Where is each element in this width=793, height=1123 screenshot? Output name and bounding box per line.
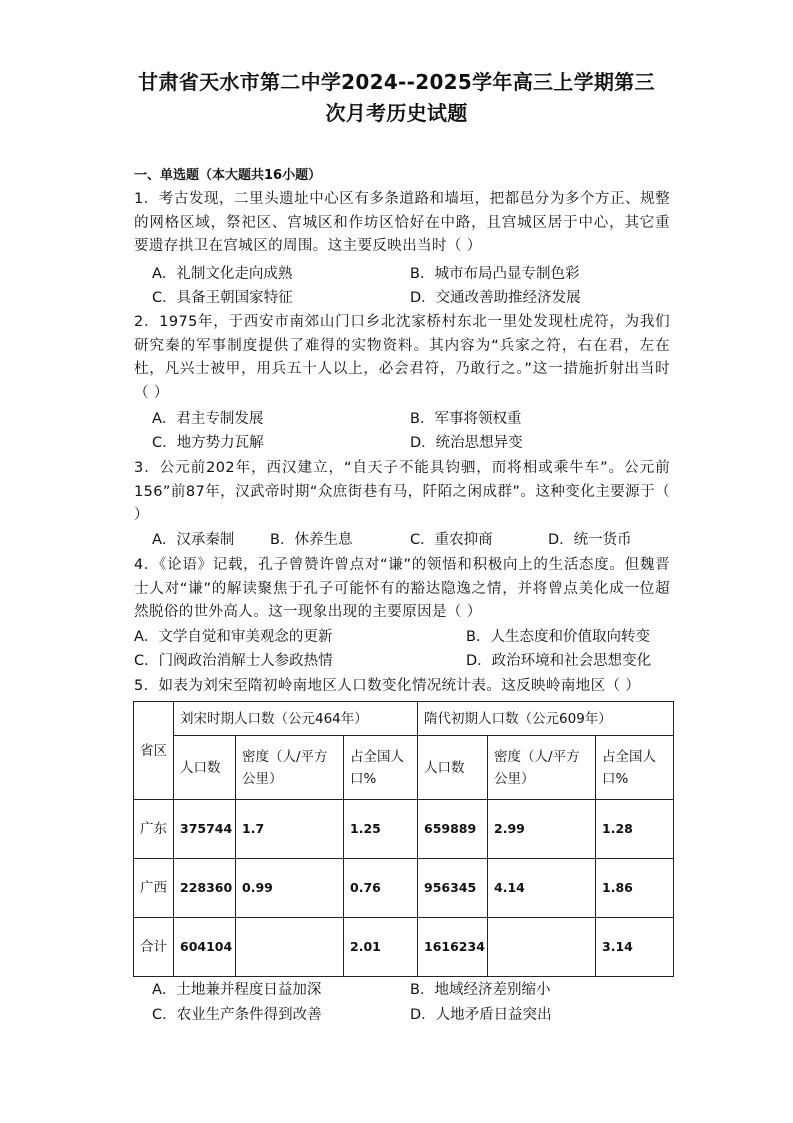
document-title-line-1: 甘肃省天水市第二中学2024--2025学年高三上学期第三 <box>138 70 655 94</box>
question-4-option-b[interactable]: B．人生态度和价值取向转变 <box>466 629 650 645</box>
row-label: 合计 <box>134 918 174 977</box>
question-3-option-a[interactable]: A．汉承秦制 <box>152 532 235 548</box>
question-1-option-d[interactable]: D．交通改善助推经济发展 <box>410 290 581 306</box>
question-5-option-a[interactable]: A．土地兼并程度日益加深 <box>152 982 322 998</box>
question-5-option-c[interactable]: C．农业生产条件得到改善 <box>152 1007 322 1023</box>
table-cell: 2.99 <box>488 800 596 859</box>
header-density: 密度（人/平方公里） <box>236 736 344 800</box>
table-cell: 604104 <box>174 918 236 977</box>
question-2-option-a[interactable]: A．君主专制发展 <box>152 411 264 427</box>
question-2-option-c[interactable]: C．地方势力瓦解 <box>152 435 264 451</box>
question-4-option-a[interactable]: A．文学自觉和审美观念的更新 <box>134 629 333 645</box>
question-3-option-d[interactable]: D．统一货币 <box>548 532 632 548</box>
header-share: 占全国人口% <box>596 736 674 800</box>
table-cell: 3.14 <box>596 918 674 977</box>
question-5-option-b[interactable]: B．地域经济差别缩小 <box>410 982 551 998</box>
table-cell: 1.25 <box>344 800 418 859</box>
question-2-option-b[interactable]: B．军事将领权重 <box>410 411 522 427</box>
table-cell: 4.14 <box>488 859 596 918</box>
table-cell: 1.28 <box>596 800 674 859</box>
question-2-text: 2．1975年，于西安市南郊山门口乡北沈家桥村东北一里处发现杜虎符，为我们研究秦的军事制度提供了难得的实物资料。其内容为“兵家之符，右在君，左在杜，凡兴士被甲，用兵五十人以上，必会君符，乃敢行之。”这一措施折射出当时（ ） <box>134 314 670 401</box>
question-3-option-b[interactable]: B．休养生息 <box>270 532 353 548</box>
question-3-option-c[interactable]: C．重农抑商 <box>410 532 493 548</box>
question-1-text: 1．考古发现，二里头遗址中心区有多条道路和墙垣，把都邑分为多个方正、规整的网格区域，祭祀区、宫城区和作坊区恰好在中路，且宫城区居于中心，其它重要遗存拱卫在宫城区的周围。这主要反映出当时（ ） <box>134 191 670 254</box>
table-cell: 1616234 <box>418 918 488 977</box>
document-title-line-2: 次月考历史试题 <box>325 101 468 125</box>
question-5-text: 5．如表为刘宋至隋初岭南地区人口数变化情况统计表。这反映岭南地区（ ） <box>134 678 641 694</box>
header-province: 省区 <box>134 702 174 800</box>
row-label: 广东 <box>134 800 174 859</box>
table-cell: 375744 <box>174 800 236 859</box>
table-cell: 1.86 <box>596 859 674 918</box>
table-cell <box>488 918 596 977</box>
question-4-option-d[interactable]: D．政治环境和社会思想变化 <box>466 653 652 669</box>
header-population: 人口数 <box>174 736 236 800</box>
table-cell: 228360 <box>174 859 236 918</box>
header-period-sui: 隋代初期人口数（公元609年） <box>418 702 674 736</box>
header-density: 密度（人/平方公里） <box>488 736 596 800</box>
table-row <box>134 800 674 859</box>
header-share: 占全国人口% <box>344 736 418 800</box>
question-3-text: 3．公元前202年，西汉建立，“自天子不能具钧驷，而将相或乘牛车”。公元前156”前87年，汉武帝时期“众庶街巷有马，阡陌之闲成群”。这种变化主要源于（ ） <box>134 460 670 523</box>
table-cell: 2.01 <box>344 918 418 977</box>
table-cell: 0.76 <box>344 859 418 918</box>
question-2-option-d[interactable]: D．统治思想异变 <box>410 435 523 451</box>
question-4-text: 4．《论语》记载，孔子曾赞许曾点对“谦”的领悟和积极向上的生活态度。但魏晋士人对“谦”的解读聚焦于孔子可能怀有的豁达隐逸之情，并将曾点美化成一位超然脱俗的世外高人。这一现象出现的主要原因是（ ） <box>134 557 670 620</box>
question-1-option-a[interactable]: A．礼制文化走向成熟 <box>152 266 293 282</box>
table-row <box>134 918 674 977</box>
question-1-option-c[interactable]: C．具备王朝国家特征 <box>152 290 293 306</box>
table-cell <box>236 918 344 977</box>
header-period-liusong: 刘宋时期人口数（公元464年） <box>174 702 418 736</box>
row-label: 广西 <box>134 859 174 918</box>
section-heading: 一、单选题（本大题共16小题） <box>134 168 322 183</box>
table-cell: 0.99 <box>236 859 344 918</box>
question-4-option-c[interactable]: C．门阀政治消解士人参政热情 <box>134 653 333 669</box>
question-5-option-d[interactable]: D．人地矛盾日益突出 <box>410 1007 552 1023</box>
header-population: 人口数 <box>418 736 488 800</box>
table-cell: 659889 <box>418 800 488 859</box>
population-table <box>133 701 674 977</box>
table-row <box>134 859 674 918</box>
table-cell: 956345 <box>418 859 488 918</box>
question-1-option-b[interactable]: B．城市布局凸显专制色彩 <box>410 266 580 282</box>
table-cell: 1.7 <box>236 800 344 859</box>
